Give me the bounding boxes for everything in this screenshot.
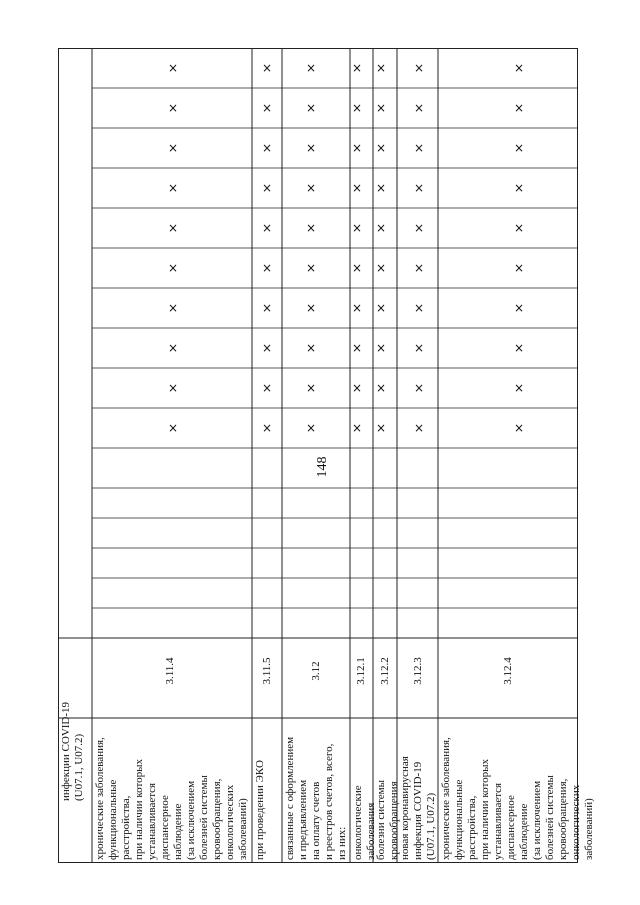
- row-label: связанные с оформлением и предъявлением на оплату счетов и реестров счетов, всего, из них:: [284, 736, 348, 860]
- row-code: 3.12: [310, 661, 322, 681]
- cross-mark: ×: [168, 381, 179, 395]
- cross-mark: ×: [376, 61, 387, 75]
- cross-mark: ×: [514, 101, 525, 115]
- cross-mark: ×: [376, 101, 387, 115]
- row-code: 3.12.4: [502, 657, 514, 685]
- cross-mark: ×: [262, 61, 273, 75]
- row-code: 3.11.5: [261, 657, 273, 685]
- cross-mark: ×: [306, 101, 317, 115]
- cross-mark: ×: [514, 141, 525, 155]
- row-label: инфекции COVID-19 (U07.1, U07.2): [60, 701, 85, 801]
- cross-mark: ×: [306, 381, 317, 395]
- cross-mark: ×: [306, 301, 317, 315]
- cross-mark: ×: [168, 101, 179, 115]
- cross-mark: ×: [514, 181, 525, 195]
- cross-mark: ×: [168, 261, 179, 275]
- cross-mark: ×: [514, 301, 525, 315]
- cross-mark: ×: [352, 261, 363, 275]
- cross-mark: ×: [262, 381, 273, 395]
- cross-mark: ×: [262, 181, 273, 195]
- cross-mark: ×: [168, 61, 179, 75]
- cross-mark: ×: [376, 381, 387, 395]
- cross-mark: ×: [262, 101, 273, 115]
- cross-mark: ×: [414, 261, 425, 275]
- cross-mark: ×: [414, 101, 425, 115]
- cross-mark: ×: [168, 301, 179, 315]
- cross-mark: ×: [262, 141, 273, 155]
- row-code: 3.11.4: [164, 657, 176, 685]
- row-label: хронические заболевания, функциональные расстройства, при наличии которых устанавливается диспансерное наблюдение (за исключением болезней системы кровообращения, онкологических заболеваний): [94, 737, 249, 860]
- row-code: 3.12.3: [412, 657, 424, 685]
- cross-mark: ×: [168, 221, 179, 235]
- cross-mark: ×: [262, 301, 273, 315]
- cross-mark: ×: [352, 221, 363, 235]
- cross-mark: ×: [514, 61, 525, 75]
- cross-mark: ×: [306, 421, 317, 435]
- cross-mark: ×: [306, 261, 317, 275]
- cross-mark: ×: [168, 341, 179, 355]
- cross-mark: ×: [414, 61, 425, 75]
- cross-mark: ×: [376, 141, 387, 155]
- cross-mark: ×: [306, 61, 317, 75]
- cross-mark: ×: [514, 261, 525, 275]
- cross-mark: ×: [352, 381, 363, 395]
- cross-mark: ×: [262, 341, 273, 355]
- row-code: 3.12.1: [355, 657, 367, 685]
- cross-mark: ×: [262, 221, 273, 235]
- cross-mark: ×: [376, 421, 387, 435]
- cross-mark: ×: [306, 221, 317, 235]
- cross-mark: ×: [376, 181, 387, 195]
- cross-mark: ×: [168, 421, 179, 435]
- cross-mark: ×: [414, 181, 425, 195]
- cross-mark: ×: [376, 221, 387, 235]
- cross-mark: ×: [514, 421, 525, 435]
- page-number: 148: [315, 456, 330, 478]
- row-code: 3.12.2: [379, 657, 391, 685]
- cross-mark: ×: [414, 221, 425, 235]
- cross-mark: ×: [414, 341, 425, 355]
- cross-mark: ×: [514, 221, 525, 235]
- cross-mark: ×: [168, 141, 179, 155]
- cross-mark: ×: [376, 341, 387, 355]
- cross-mark: ×: [306, 341, 317, 355]
- cross-mark: ×: [262, 421, 273, 435]
- cross-mark: ×: [414, 381, 425, 395]
- cross-mark: ×: [414, 301, 425, 315]
- cross-mark: ×: [262, 261, 273, 275]
- cross-mark: ×: [306, 141, 317, 155]
- cross-mark: ×: [352, 301, 363, 315]
- cross-mark: ×: [514, 381, 525, 395]
- cross-mark: ×: [168, 181, 179, 195]
- row-label: болезни системы кровообращения: [375, 779, 400, 860]
- cross-mark: ×: [352, 181, 363, 195]
- cross-mark: ×: [352, 421, 363, 435]
- cross-mark: ×: [376, 301, 387, 315]
- cross-mark: ×: [352, 101, 363, 115]
- cross-mark: ×: [352, 61, 363, 75]
- cross-mark: ×: [414, 421, 425, 435]
- cross-mark: ×: [376, 261, 387, 275]
- cross-mark: ×: [306, 181, 317, 195]
- row-label: хронические заболевания, функциональные расстройства, при наличии которых устанавливается диспансерное наблюдение (за исключением болезней системы кровообращения, онкологических заболеваний): [440, 737, 595, 860]
- cross-mark: ×: [352, 341, 363, 355]
- cross-mark: ×: [352, 141, 363, 155]
- row-label: онкологические заболевания: [352, 785, 377, 860]
- cross-mark: ×: [514, 341, 525, 355]
- row-label: при проведении ЭКО: [254, 760, 266, 860]
- cross-mark: ×: [414, 141, 425, 155]
- row-label: новая коронавирусная инфекция COVID-19 (U07.1, U07.2): [399, 756, 437, 860]
- data-table: [58, 48, 595, 863]
